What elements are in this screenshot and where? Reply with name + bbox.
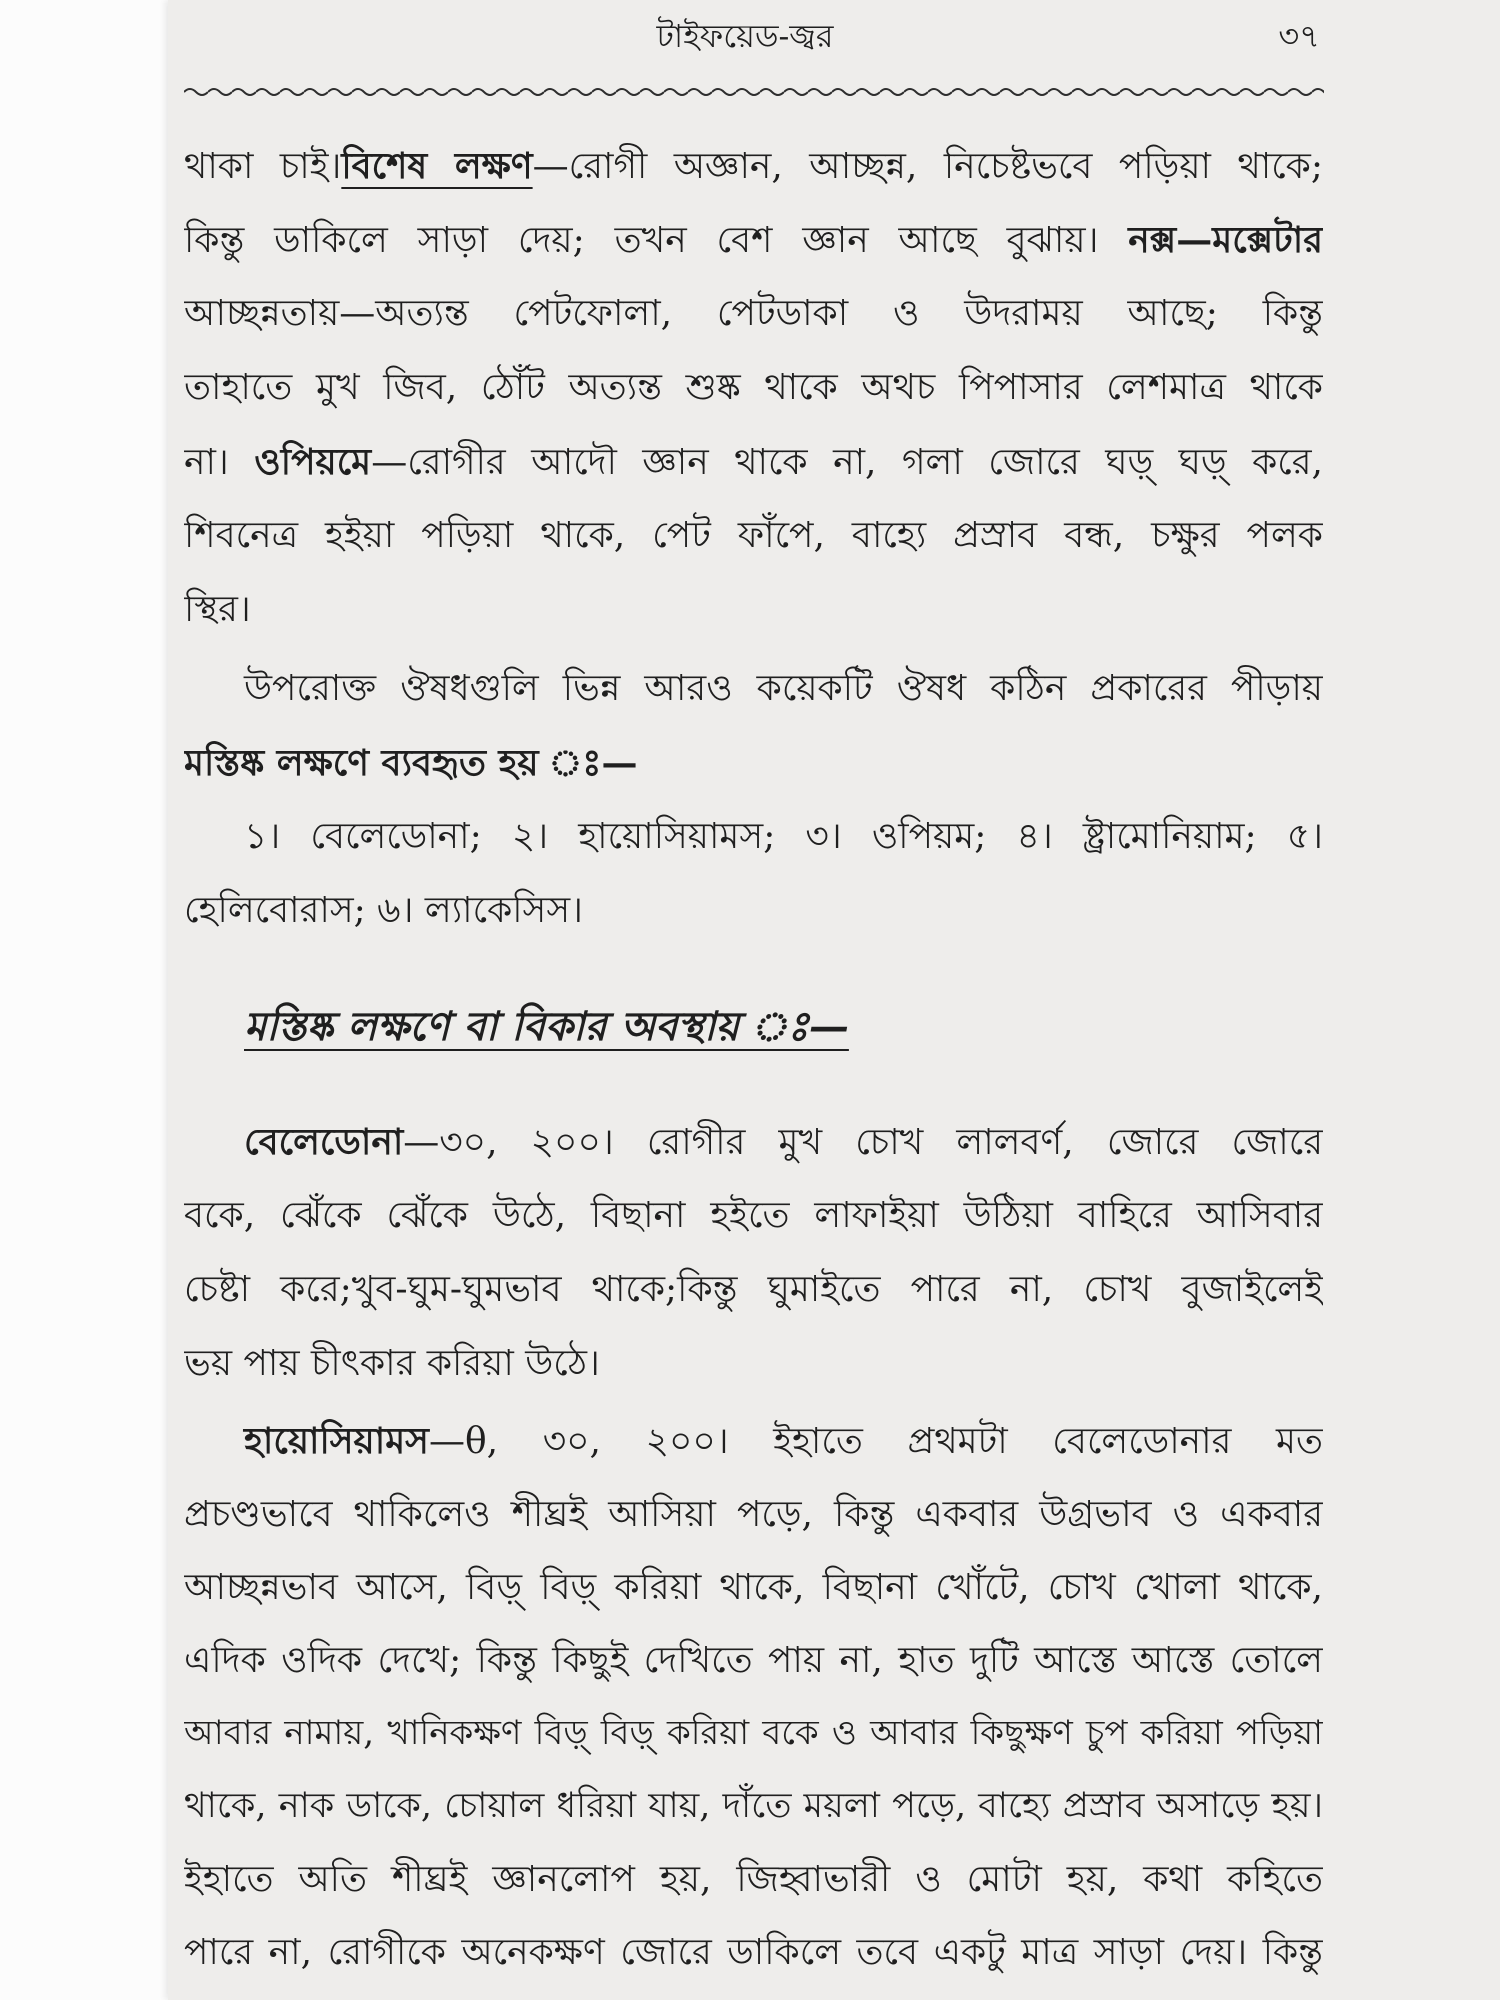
- text-line: [184, 1253, 1323, 1327]
- text-line: [184, 1697, 1323, 1770]
- text-line: [184, 1770, 1323, 1843]
- text-line: [184, 425, 1323, 499]
- remedy-entry-belladonna: [184, 1105, 1323, 1401]
- heading-text: মস্তিষ্ক লক্ষণে বা বিকার অবস্থায় ঃ—: [244, 1003, 849, 1050]
- text-line: [184, 1478, 1323, 1551]
- bold-term: নক্স—মক্সেটার: [1128, 219, 1323, 261]
- text-segment: থাকা চাই।: [184, 146, 342, 187]
- text-segment: থাকে, নাক ডাকে, চোয়াল ধরিয়া যায়, দাঁতে ময়লা পড়ে, বাহ্যে প্রস্রাব অসাড়ে হয়।: [184, 1786, 1323, 1826]
- text-segment: ভয় পায় চীৎকার করিয়া উঠে।: [184, 1343, 600, 1384]
- running-title: টাইফয়েড-জ্বর: [656, 17, 834, 55]
- text-segment: প্রচণ্ডভাবে থাকিলেও শীঘ্রই আসিয়া পড়ে, কিন্তু একবার উগ্রভাব ও একবার: [184, 1494, 1323, 1535]
- text-segment: —৩০, ২০০। রোগীর মুখ চোখ লালবর্ণ, জোরে জোরে: [403, 1122, 1323, 1163]
- text-segment: আচ্ছন্নভাব আসে, বিড়্ বিড়্ করিয়া থাকে, বিছানা খোঁটে, চোখ খোলা থাকে,: [184, 1567, 1323, 1608]
- remedy-list-line: [184, 874, 1323, 948]
- text-segment: —রোগী অজ্ঞান, আচ্ছন্ন, নিচেষ্টভবে পড়িয়া থাকে;: [532, 146, 1323, 187]
- text-segment: ১। বেলেডোনা; ২। হায়োসিয়ামস; ৩। ওপিয়ম; ৪। ষ্ট্রামোনিয়াম; ৫।: [244, 816, 1323, 857]
- heading-line: [244, 990, 1204, 1064]
- remedy-entry-hyoscyamus: [184, 1405, 1323, 1989]
- text-segment: স্থির।: [184, 589, 251, 630]
- text-segment: আবার নামায়, খানিকক্ষণ বিড়্ বিড়্ করিয়া বকে ও আবার কিছুক্ষণ চুপ করিয়া পড়িয়া: [184, 1713, 1323, 1753]
- text-line: [184, 652, 1323, 726]
- page-number: ৩৭: [1278, 17, 1320, 55]
- text-segment: কিন্তু ডাকিলে সাড়া দেয়; তখন বেশ জ্ঞান আছে বুঝায়।: [184, 220, 1129, 261]
- text-segment: ইহাতে অতি শীঘ্রই জ্ঞানলোপ হয়, জিহ্বাভারী ও মোটা হয়, কথা কহিতে: [184, 1859, 1323, 1900]
- remedy-name: হায়োসিয়ামস: [244, 1420, 429, 1462]
- text-segment: হেলিবোরাস; ৬। ল্যাকেসিস।: [184, 890, 583, 931]
- text-segment: তাহাতে মুখ জিব, ঠোঁট অত্যন্ত শুষ্ক থাকে অথচ পিপাসার লেশমাত্র থাকে: [184, 367, 1323, 408]
- text-line: [184, 573, 1323, 647]
- text-segment: এদিক ওদিক দেখে; কিন্তু কিছুই দেখিতে পায় না, হাত দুটি আস্তে আস্তে তোলে: [184, 1640, 1323, 1681]
- text-line: [184, 351, 1323, 425]
- text-line: [184, 1916, 1323, 1989]
- remedy-list-line: [184, 800, 1323, 874]
- text-line: [184, 1624, 1323, 1697]
- bold-term: ওপিয়মে: [254, 441, 372, 483]
- text-line: [184, 1405, 1323, 1478]
- text-line: [184, 203, 1323, 277]
- text-line: [184, 277, 1323, 351]
- section-heading: [244, 990, 1204, 1064]
- text-segment: শিবনেত্র হইয়া পড়িয়া থাকে, পেট ফাঁপে, বাহ্যে প্রস্রাব বন্ধ, চক্ষুর পলক: [184, 515, 1323, 556]
- text-segment: —রোগীর আদৌ জ্ঞান থাকে না, গলা জোরে ঘড়্ ঘড়্ করে,: [371, 442, 1323, 483]
- wavy-rule: [184, 81, 1324, 103]
- text-segment: না।: [184, 442, 255, 483]
- remedy-name: বেলেডোনা: [244, 1121, 404, 1163]
- text-segment: উপরোক্ত ঔষধগুলি ভিন্ন আরও কয়েকটি ঔষধ কঠিন প্রকারের পীড়ায়: [244, 668, 1323, 709]
- text-line: [184, 1551, 1323, 1624]
- bold-term: বিশেষ লক্ষণ: [341, 145, 533, 187]
- text-segment: আচ্ছন্নতায়—অত্যন্ত পেটফোলা, পেটডাকা ও উদরাময় আছে; কিন্তু: [184, 293, 1323, 334]
- text-segment: বকে, ঝেঁকে ঝেঁকে উঠে, বিছানা হইতে লাফাইয়া উঠিয়া বাহিরে আসিবার: [184, 1195, 1323, 1236]
- text-line: [184, 1179, 1323, 1253]
- text-segment: —θ, ৩০, ২০০। ইহাতে প্রথমটা বেলেডোনার মত: [428, 1421, 1323, 1462]
- text-line: [184, 129, 1323, 203]
- text-line: [184, 1105, 1323, 1179]
- paragraph: [184, 652, 1323, 948]
- text-segment: পারে না, রোগীকে অনেকক্ষণ জোরে ডাকিলে তবে একটু মাত্র সাড়া দেয়। কিন্তু: [184, 1932, 1323, 1973]
- text-line: [184, 1843, 1323, 1916]
- text-line: [184, 499, 1323, 573]
- text-line: [184, 726, 1323, 800]
- text-line: [184, 1327, 1323, 1401]
- text-segment: মস্তিষ্ক লক্ষণে ব্যবহৃত হয় ঃ—: [184, 742, 638, 784]
- text-segment: চেষ্টা করে;খুব-ঘুম-ঘুমভাব থাকে;কিন্তু ঘুমাইতে পারে না, চোখ বুজাইলেই: [184, 1269, 1323, 1310]
- paragraph: [184, 129, 1323, 647]
